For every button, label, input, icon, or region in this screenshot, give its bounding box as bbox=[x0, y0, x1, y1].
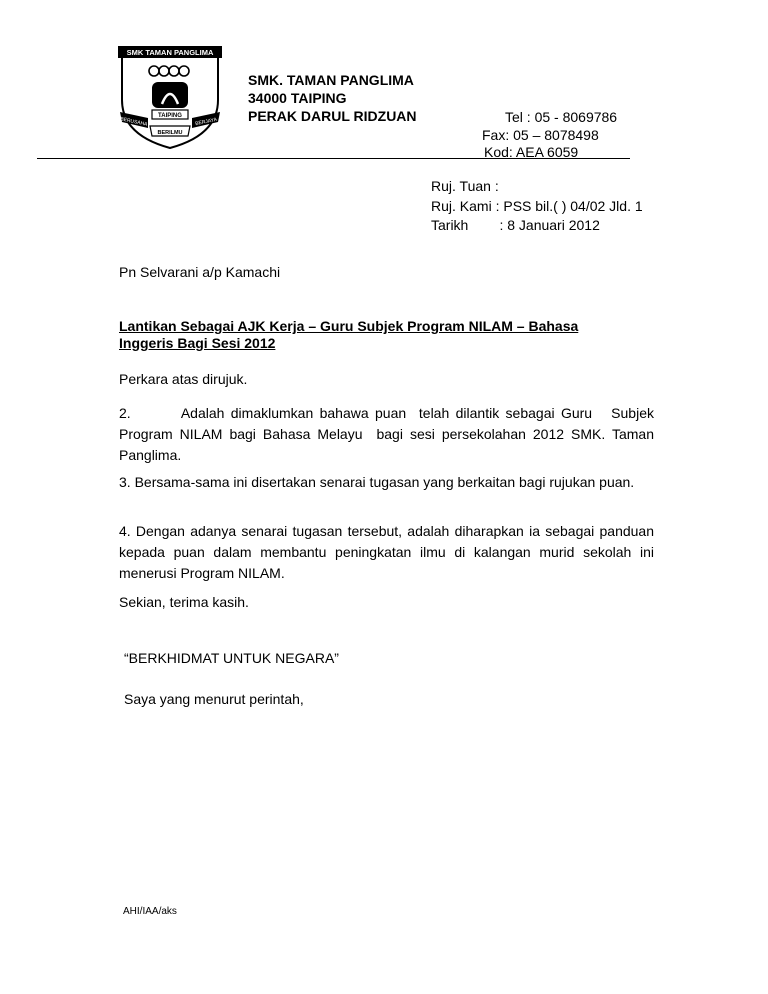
crest-town-text: TAIPING bbox=[158, 113, 182, 119]
paragraph-3: 3. Bersama-sama ini disertakan senarai tugasan yang berkaitan bagi rujukan puan. bbox=[119, 474, 635, 490]
school-crest-logo bbox=[112, 40, 228, 152]
letterhead-divider bbox=[37, 158, 630, 159]
greeting-line: Perkara atas dirujuk. bbox=[119, 371, 248, 387]
contact-kod: Kod: AEA 6059 bbox=[484, 144, 579, 160]
signoff-line: Saya yang menurut perintah, bbox=[124, 691, 304, 707]
school-postcode-city: 34000 TAIPING bbox=[248, 90, 347, 106]
contact-fax: Fax: 05 – 8078498 bbox=[482, 127, 599, 143]
ref-tarikh: Tarikh : 8 Januari 2012 bbox=[431, 217, 600, 233]
subject-line-1: Lantikan Sebagai AJK Kerja – Guru Subjek Program NILAM – Bahasa bbox=[119, 318, 579, 334]
paragraph-4: 4. Dengan adanya senarai tugasan tersebut, adalah diharapkan ia sebagai panduan kepada puan dalam membantu peningkatan ilmu di kalangan murid sekolah ini menerusi Program NILAM. bbox=[119, 523, 654, 581]
school-name: SMK. TAMAN PANGLIMA bbox=[248, 72, 414, 88]
crest-right-motto: BERJAYA bbox=[194, 116, 218, 128]
footer-ref: AHI/IAA/aks bbox=[123, 906, 177, 917]
school-state: PERAK DARUL RIDZUAN bbox=[248, 108, 417, 124]
crest-left-motto: BERUSAHA bbox=[119, 116, 148, 128]
closing-line: Sekian, terima kasih. bbox=[119, 594, 249, 610]
ref-ruj-kami: Ruj. Kami : PSS bil.( ) 04/02 Jld. 1 bbox=[431, 198, 643, 214]
motto-line: “BERKHIDMAT UNTUK NEGARA” bbox=[124, 650, 339, 666]
subject-line-2: Inggeris Bagi Sesi 2012 bbox=[119, 335, 276, 351]
contact-tel: Tel : 05 - 8069786 bbox=[505, 109, 618, 125]
paragraph-2: 2. Adalah dimaklumkan bahawa puan telah dilantik sebagai Guru Subjek Program NILAM bagi Bahasa Melayu bagi sesi persekolahan 2012 SMK. Taman Panglima. bbox=[119, 405, 658, 463]
crest-bottom-motto: BERILMU bbox=[157, 130, 183, 136]
ref-ruj-tuan: Ruj. Tuan : bbox=[431, 178, 499, 194]
recipient-name: Pn Selvarani a/p Kamachi bbox=[119, 264, 281, 280]
crest-banner-text: SMK TAMAN PANGLIMA bbox=[126, 48, 214, 57]
